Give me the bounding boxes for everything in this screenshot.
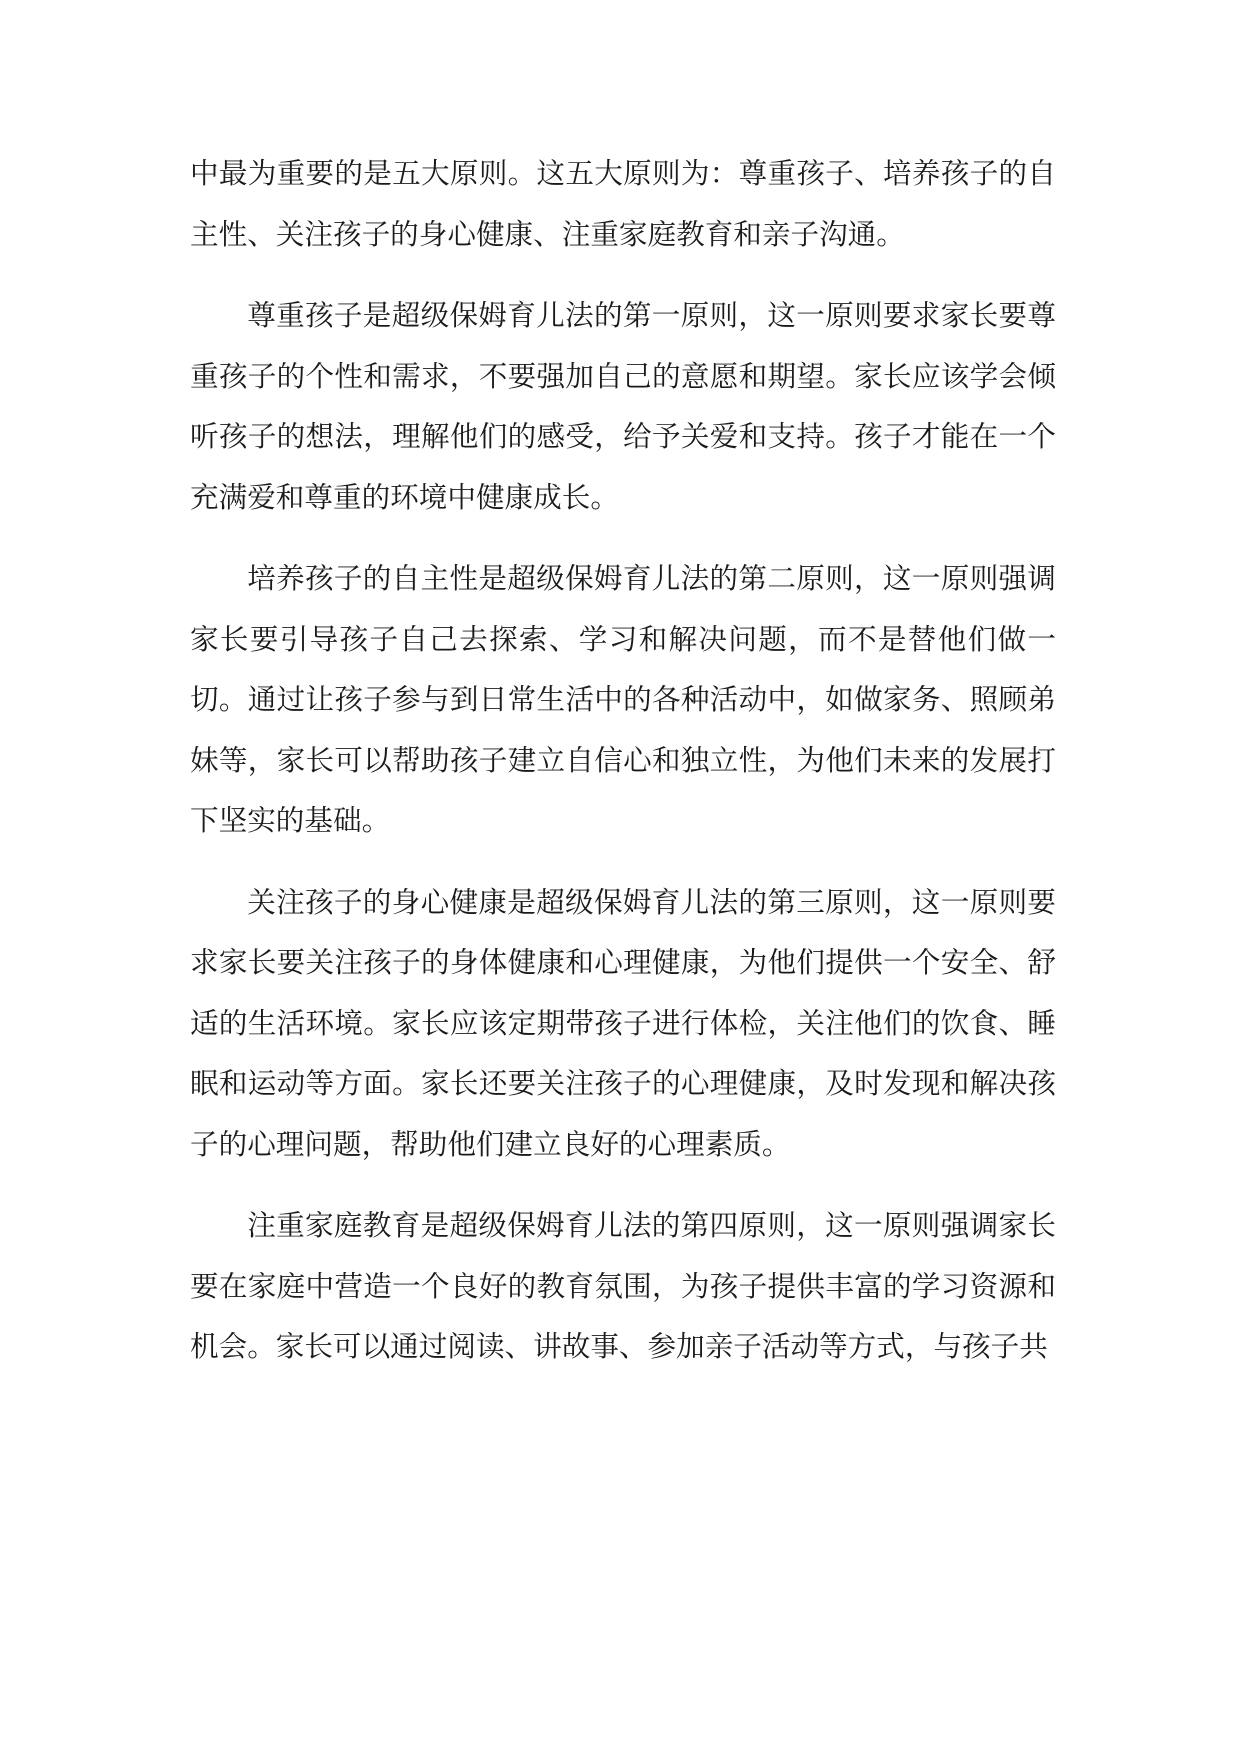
paragraph-health: 关注孩子的身心健康是超级保姆育儿法的第三原则，这一原则要求家长要关注孩子的身体健康和心理健康，为他们提供一个安全、舒适的生活环境。家长应该定期带孩子进行体检，关注他们的饮食、睡眠和运动等方面。家长还要关注孩子的心理健康，及时发现和解决孩子的心理问题，帮助他们建立良好的心理素质。: [190, 884, 1056, 1161]
document-body: [190, 143, 1056, 1398]
paragraph-continuation: 中最为重要的是五大原则。这五大原则为：尊重孩子、培养孩子的自主性、关注孩子的身心健康、注重家庭教育和亲子沟通。: [190, 156, 1056, 251]
paragraph-autonomy: 培养孩子的自主性是超级保姆育儿法的第二原则，这一原则强调家长要引导孩子自己去探索、学习和解决问题，而不是替他们做一切。通过让孩子参与到日常生活中的各种活动中，如做家务、照顾弟妹等，家长可以帮助孩子建立自信心和独立性，为他们未来的发展打下坚实的基础。: [190, 561, 1056, 837]
paragraph-respect-child: 尊重孩子是超级保姆育儿法的第一原则，这一原则要求家长要尊重孩子的个性和需求，不要强加自己的意愿和期望。家长应该学会倾听孩子的想法，理解他们的感受，给予关爱和支持。孩子才能在一个充满爱和尊重的环境中健康成长。: [190, 298, 1056, 514]
paragraph-family-education: 注重家庭教育是超级保姆育儿法的第四原则，这一原则强调家长要在家庭中营造一个良好的教育氛围，为孩子提供丰富的学习资源和机会。家长可以通过阅读、讲故事、参加亲子活动等方式，与孩子共: [190, 1208, 1056, 1363]
